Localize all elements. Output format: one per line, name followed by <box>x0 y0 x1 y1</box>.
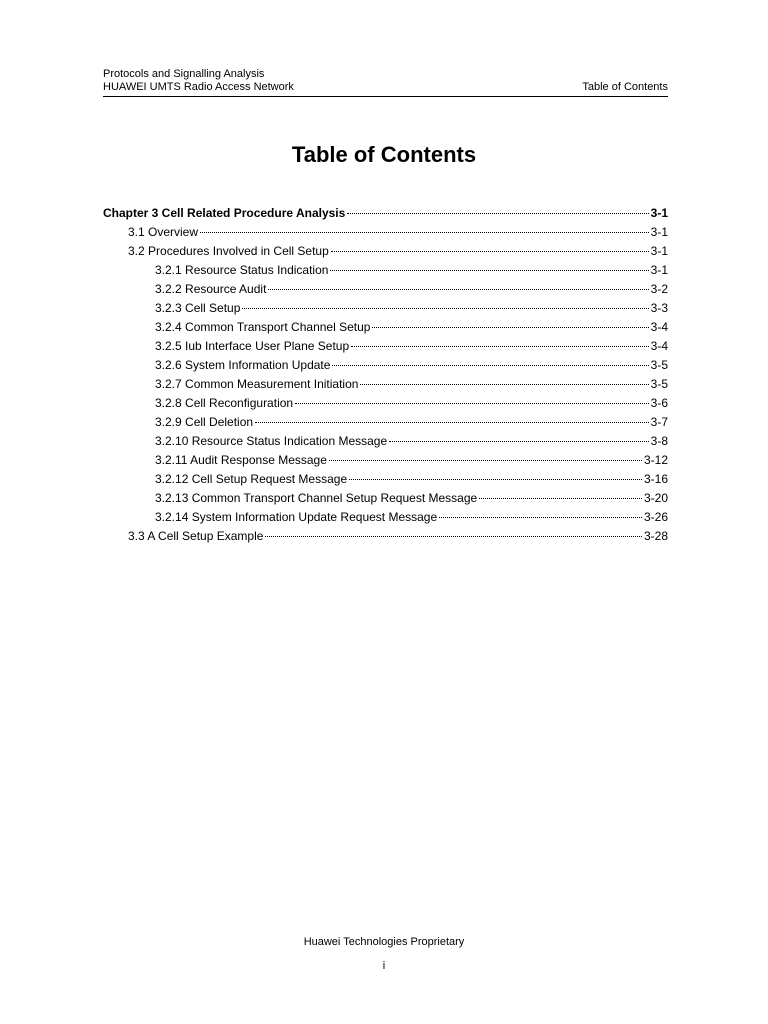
toc-dot-leader <box>330 270 648 271</box>
toc-entry-page: 3-2 <box>650 282 668 296</box>
toc-entry[interactable] <box>103 470 668 489</box>
toc-entry-label: 3.2.13 Common Transport Channel Setup Request Message <box>155 491 478 505</box>
toc-entry[interactable] <box>103 508 668 527</box>
page-title: Table of Contents <box>291 142 477 167</box>
toc-dot-leader <box>347 213 648 214</box>
toc-dot-leader <box>242 308 648 309</box>
toc-entry-label: 3.2.3 Cell Setup <box>155 301 241 315</box>
toc-entry-page: 3-1 <box>650 225 668 239</box>
toc-entry-label: 3.2.8 Cell Reconfiguration <box>155 396 294 410</box>
toc-entry-page: 3-4 <box>650 339 668 353</box>
toc-entry-page: 3-5 <box>650 358 668 372</box>
toc-entry-label: 3.2.4 Common Transport Channel Setup <box>155 320 371 334</box>
header-document-title: Protocols and Signalling Analysis <box>103 68 265 80</box>
toc-entry[interactable] <box>103 318 668 337</box>
toc-dot-leader <box>389 441 649 442</box>
toc-dot-leader <box>268 289 648 290</box>
toc-entry[interactable] <box>103 432 668 451</box>
toc-dot-leader <box>439 517 642 518</box>
toc-dot-leader <box>332 365 648 366</box>
table-of-contents <box>103 204 668 546</box>
toc-entry-label: 3.2.7 Common Measurement Initiation <box>155 377 359 391</box>
toc-dot-leader <box>331 251 649 252</box>
toc-dot-leader <box>479 498 642 499</box>
toc-dot-leader <box>372 327 648 328</box>
toc-entry-page: 3-4 <box>650 320 668 334</box>
page-footer: Huawei Technologies Proprietary <box>303 936 465 948</box>
toc-dot-leader <box>329 460 642 461</box>
toc-dot-leader <box>255 422 649 423</box>
header-section-name: Table of Contents <box>582 81 668 93</box>
toc-entry[interactable] <box>103 489 668 508</box>
toc-entry[interactable] <box>103 356 668 375</box>
toc-entry-label: Chapter 3 Cell Related Procedure Analysis <box>103 206 346 220</box>
toc-dot-leader <box>265 536 642 537</box>
toc-entry[interactable] <box>103 375 668 394</box>
toc-entry[interactable] <box>103 527 668 546</box>
toc-entry[interactable] <box>103 299 668 318</box>
toc-entry-page: 3-28 <box>643 529 668 543</box>
toc-entry-label: 3.2.11 Audit Response Message <box>155 453 327 467</box>
page-header <box>103 68 668 97</box>
toc-entry-label: 3.2.12 Cell Setup Request Message <box>155 472 348 486</box>
toc-entry[interactable] <box>103 242 668 261</box>
toc-entry-label: 3.2.10 Resource Status Indication Message <box>155 434 388 448</box>
toc-entry-label: 3.1 Overview <box>128 225 199 239</box>
toc-entry[interactable] <box>103 204 668 223</box>
toc-dot-leader <box>295 403 649 404</box>
toc-entry[interactable] <box>103 394 668 413</box>
toc-dot-leader <box>200 232 649 233</box>
toc-entry[interactable] <box>103 280 668 299</box>
toc-entry-page: 3-6 <box>650 396 668 410</box>
toc-entry[interactable] <box>103 451 668 470</box>
toc-entry-page: 3-7 <box>650 415 668 429</box>
header-row <box>103 81 668 97</box>
toc-entry-page: 3-5 <box>650 377 668 391</box>
toc-entry-page: 3-12 <box>643 453 668 467</box>
toc-dot-leader <box>351 346 649 347</box>
toc-entry-label: 3.2.9 Cell Deletion <box>155 415 254 429</box>
toc-entry-page: 3-16 <box>643 472 668 486</box>
header-product-name: HUAWEI UMTS Radio Access Network <box>103 81 294 93</box>
toc-entry[interactable] <box>103 413 668 432</box>
toc-dot-leader <box>360 384 648 385</box>
toc-entry-label: 3.2.5 Iub Interface User Plane Setup <box>155 339 350 353</box>
toc-entry-label: 3.2.14 System Information Update Request Message <box>155 510 438 524</box>
toc-entry-page: 3-1 <box>650 244 668 258</box>
toc-dot-leader <box>349 479 642 480</box>
toc-entry-page: 3-20 <box>643 491 668 505</box>
page-number: i <box>382 960 386 972</box>
toc-entry[interactable] <box>103 261 668 280</box>
toc-entry-page: 3-26 <box>643 510 668 524</box>
toc-entry-page: 3-1 <box>650 263 668 277</box>
toc-entry-label: 3.2.1 Resource Status Indication <box>155 263 329 277</box>
toc-entry[interactable] <box>103 223 668 242</box>
toc-entry[interactable] <box>103 337 668 356</box>
toc-entry-page: 3-8 <box>650 434 668 448</box>
toc-entry-label: 3.2.2 Resource Audit <box>155 282 267 296</box>
toc-entry-page: 3-1 <box>650 206 668 220</box>
toc-entry-label: 3.2 Procedures Involved in Cell Setup <box>128 244 329 258</box>
toc-entry-label: 3.2.6 System Information Update <box>155 358 331 372</box>
toc-entry-label: 3.3 A Cell Setup Example <box>128 529 264 543</box>
toc-entry-page: 3-3 <box>650 301 668 315</box>
